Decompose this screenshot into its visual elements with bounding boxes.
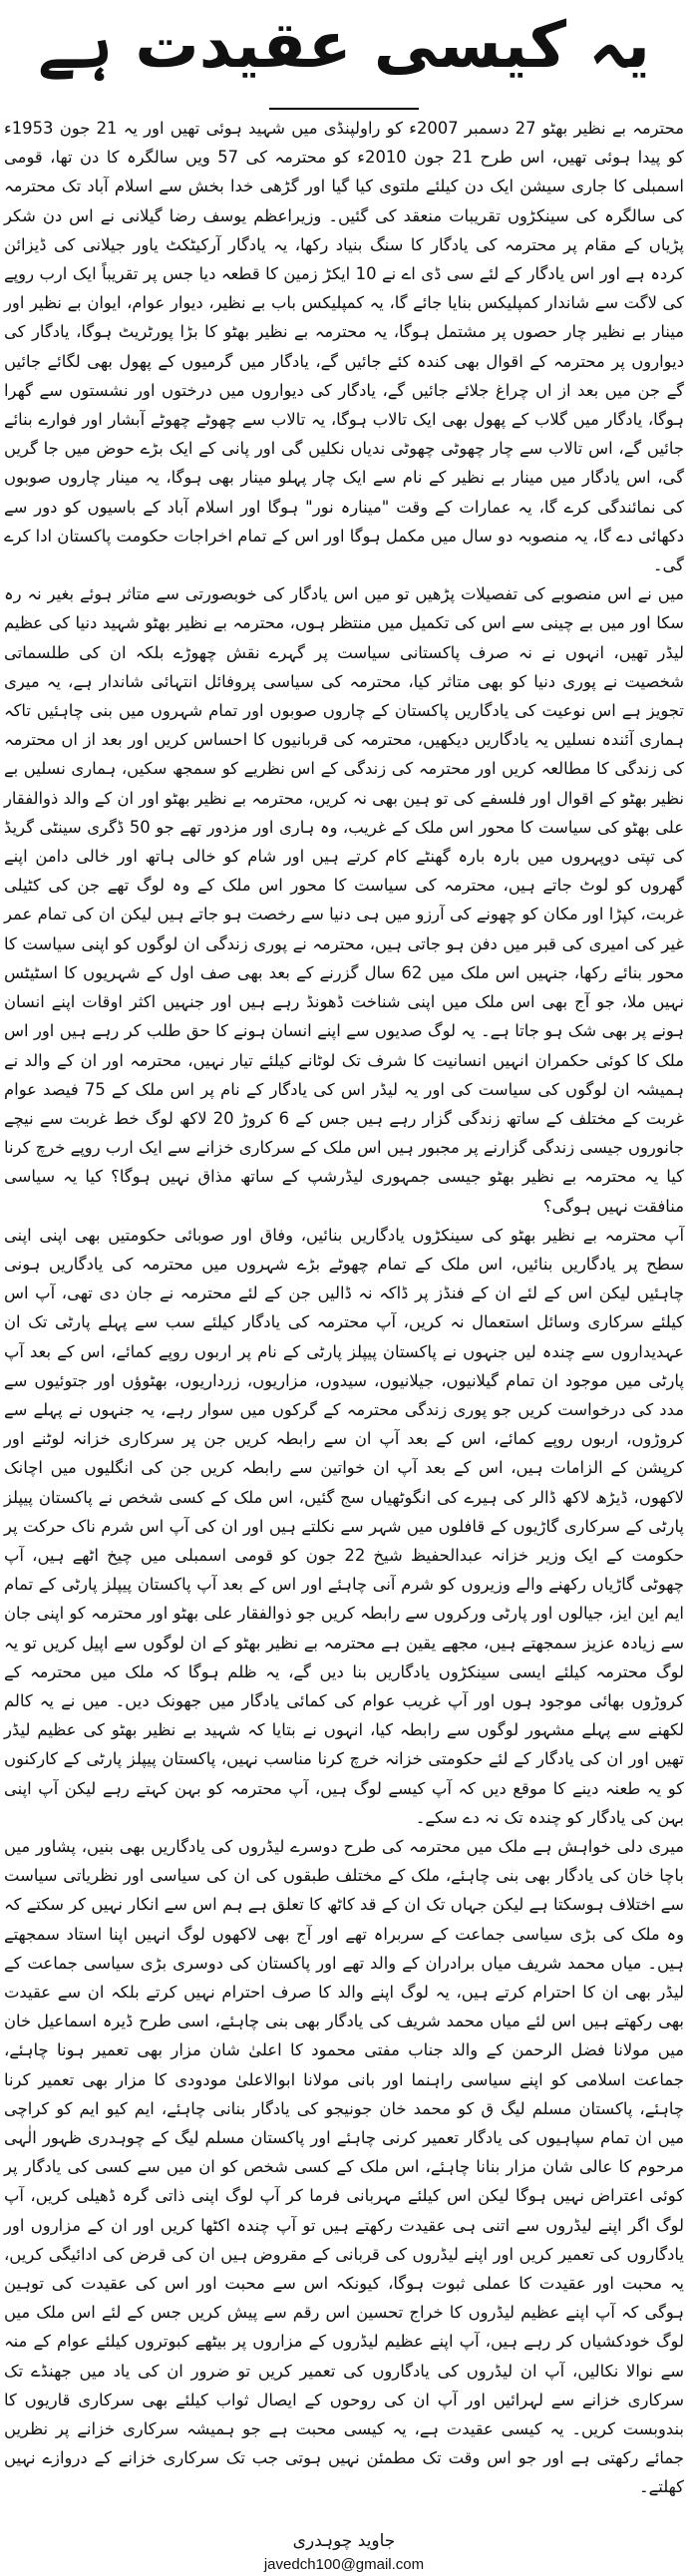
paragraph: آپ محترمہ بے نظیر بھٹو کی سینکڑوں یادگاریں بنائیں، وفاق اور صوبائی حکومتیں بھی اپنی اپنی سطح پر یادگاریں بنائیں، اس ملک کے تمام چھوٹے بڑے شہروں میں محترمہ کی یادگاریں ہونی چاہئیں لیکن اس کے لئے ان کے فنڈز پر ڈاکہ نہ ڈالیں جن کے لئے محترمہ نے جان دی تھی، آپ اس کیلئے سرکاری وسائل استعمال نہ کریں، آپ محترمہ کی یادگار کیلئے سب سے پہلے پارٹی تک ان عہدیداروں سے چندہ لیں جنہوں نے پاکستان پیپلز پارٹی کے نام پر اربوں روپے کمائے، اس کے بعد آپ پارٹی میں موجود ان تمام گیلانیوں، جیلانیوں، سیدوں، مزاریوں، زرداریوں، بھٹوؤں اور جتوئیوں سے مدد کی درخواست کریں جو پوری زندگی محترمہ کے گرکوں میں سوار رہے، یہ جنہوں نے پہلے سے کروڑوں، اربوں روپے کمائے، اس کے بعد آپ ان سے رابطہ کریں جن پر سرکاری خزانہ لوٹنے اور کرپشن کے الزامات ہیں، اس کے بعد آپ ان خواتین سے رابطہ کریں جن کی انگلیوں میں اچانک لاکھوں، ڈیڑھ لاکھ ڈالر کی ہیرے کی انگوٹھیاں سج گئیں، اس ملک کے کسی شخص نے پاکستان پیپلز پارٹی کے سرکاری گاڑیوں کے قافلوں میں شہر سے نکلتے ہیں اور ان کی آپ اس شرم ناک حرکت پر حکومت کے ایک وزیر خزانہ عبدالحفیظ شیخ 22 جون کو قومی اسمبلی میں چیخ اٹھے ہیں، آپ چھوٹی گاڑیاں رکھنے والے وزیروں کو شرم آنی چاہئے اور اس کے بعد آپ پاکستان پیپلز پارٹی کے تمام ایم این ایز، جیالوں اور پارٹی ورکروں سے رابطہ کریں جو ذوالفقار علی بھٹو اور محترمہ کو اپنی جان سے زیادہ عزیز سمجھتے ہیں، مجھے یقین ہے محترمہ بے نظیر بھٹو کے ان لوگوں سے اپیل کریں تو یہ لوگ محترمہ کیلئے ایسی سینکڑوں یادگاریں بنا دیں گے، یہ ظلم ہوگا کہ ملک میں محترمہ کے کروڑوں بھائی موجود ہوں اور آپ غریب عوام کی کمائی یادگار میں جھونک دیں۔ میں نے یہ کالم لکھنے سے پہلے مشہور لوگوں سے رابطہ کیا، انہوں نے بتایا کہ شہید بے نظیر بھٹو کی عظیم لیڈر تھیں اور ان کی یادگار کے لئے حکومتی خزانہ خرچ کرنا مناسب نہیں، پاکستان پیپلز پارٹی کے کارکنوں کو یہ طعنہ دینے کا موقع دیں کہ آپ کیسے لوگ ہیں، آپ محترمہ کو بہن کہتے رہے لیکن آپ اپنی بہن کی یادگار کو چندہ تک نہ دے سکے۔: [4, 1225, 684, 1827]
paragraph: محترمہ بے نظیر بھٹو 27 دسمبر 2007ء کو راولپنڈی میں شہید ہوئی تھیں اور یہ 21 جون 1953ء کو پیدا ہوئی تھیں، اس طرح 21 جون 2010ء کو محترمہ کی 57 ویں سالگرہ کا دن تھا، قومی اسمبلی کا جاری سیشن ایک دن کیلئے ملتوی کیا گیا اور گڑھی خدا بخش سے اسلام آباد تک محترمہ کی سالگرہ کی سینکڑوں تقریبات منعقد کی گئیں۔ وزیراعظم یوسف رضا گیلانی نے اس دن شکر پڑیاں کے مقام پر محترمہ کی یادگار کا سنگ بنیاد رکھا، یہ یادگار آرکیٹکٹ یاور جیلانی کی ڈیزائن کردہ ہے اور اس یادگار کے لئے سی ڈی اے نے 10 ایکڑ زمین کا قطعہ دیا جس پر تقریباً ایک ارب روپے کی لاگت سے شاندار کمپلیکس بنایا جائے گا، یہ کمپلیکس باب بے نظیر، دیوار عوام، ایوان بے نظیر اور مینار بے نظیر چار حصوں پر مشتمل ہوگا، یہ محترمہ بے نظیر بھٹو کا بڑا پورٹریٹ ہوگا، یادگار کی دیواروں پر محترمہ کے اقوال بھی کندہ کئے جائیں گے، یادگار میں گرمیوں کے پھول بھی لگائے جائیں گے جن میں بعد از اں چراغ جلائے جائیں گے، یادگار کی دیواروں میں درختوں اور نشستوں سے گھرا ہوگا، یادگار میں گلاب کے پھول بھی ایک تالاب ہوگا، یہ تالاب سے چھوٹے چھوٹے آبشار اور فوارے بنائے جائیں گے، اس تالاب سے چار چھوٹی چھوٹی ندیاں نکلیں گی اور پانی کے ایک بڑے حوض میں جا گریں گی، اس یادگار میں مینار بے نظیر کے نام سے ایک چار پہلو مینار بھی ہوگا، یہ مینار چاروں صوبوں کی نمائندگی کرے گا، یہ عمارات کے وقت "مینارہ نور" ہوگا اور اسلام آباد کے باسیوں کو دور سے دکھائی دے گا، یہ منصوبہ دو سال میں مکمل ہوگا اور اس کے تمام اخراجات حکومت پاکستان ادا کرے گی۔: [4, 119, 684, 575]
paragraph: میں نے اس منصوبے کی تفصیلات پڑھیں تو میں اس یادگار کی خوبصورتی سے متاثر ہوئے بغیر نہ رہ سکا اور میں بے چینی سے اس کی تکمیل میں منتظر ہوں، محترمہ بے نظیر بھٹو شہید دنیا کی عظیم لیڈر تھیں، انہوں نے نہ صرف پاکستانی سیاست پر گہرے نقش چھوڑے بلکہ ان کی طلسماتی شخصیت نے پوری دنیا کو بھی متاثر کیا، محترمہ کی سیاسی پروفائل انتہائی شاندار ہے، یہ میری تجویز ہے اس نوعیت کی یادگاریں پاکستان کے چاروں صوبوں اور تمام شہروں میں بنی چاہئیں تاکہ ہماری آئندہ نسلیں یہ یادگاریں دیکھیں، محترمہ کی قربانیوں کا احساس کریں اور بعد از اں محترمہ کی زندگی کا مطالعہ کریں اور محترمہ کی زندگی کے اس نظریے کو سمجھ سکیں، ہماری نسلیں بے نظیر بھٹو کے اقوال اور فلسفے کی تو ہین بھی نہ کریں، محترمہ بے نظیر بھٹو اور ان کے والد ذوالفقار علی بھٹو کی سیاست کا محور اس ملک کے غریب، وہ ہاری اور مزدور تھے جو 50 ڈگری سینٹی گریڈ کی تپتی دوپہروں میں بارہ بارہ گھنٹے کام کرتے ہیں اور شام کو خالی ہاتھ اور خالی دامن اپنے گھروں کو لوٹ جاتے ہیں، محترمہ کی سیاست کا محور اس ملک کے وہ لوگ تھے جن کی کٹیلی غربت، کپڑا اور مکان کو چھونے کی آرزو میں ہی دنیا سے رخصت ہو جاتے ہیں لیکن ان کی تمام عمر غیر کی امیری کی قبر میں دفن ہو جاتی ہیں، محترمہ نے پوری زندگی ان لوگوں کو اپنی سیاست کا محور بنائے رکھا، جنہیں اس ملک میں 62 سال گزرنے کے بعد بھی صف اول کے شہریوں کا اسٹیٹس نہیں ملا، جو آج بھی اس ملک میں اپنی شناخت ڈھونڈ رہے ہیں اور جنہیں اکثر اوقات اپنے انسان ہونے پر بھی شک ہو جاتا ہے۔ یہ لوگ صدیوں سے اپنے انسان ہونے کا حق طلب کر رہے ہیں اور اس ملک کا کوئی حکمران انہیں انسانیت کا شرف تک لوٹانے کیلئے تیار نہیں، محترمہ اور ان کے والد نے ہمیشہ ان لوگوں کی سیاست کی اور یہ لیڈر اس کی یادگار کے نام پر اس ملک کے 75 فیصد عوام غربت کے مختلف کے ساتھ زندگی گزار رہے ہیں جس کے 6 کروڑ 20 لاکھ لوگ خط غربت سے نیچے جانوروں جیسی زندگی گزارنے پر مجبور ہیں اس ملک کے سرکاری خزانے سے ایک ارب روپے خرچ کرنا کیا یہ محترمہ بے نظیر بھٹو جیسی جمہوری لیڈرشپ کے ساتھ مذاق نہیں ہوگا؟ کیا یہ سیاسی منافقت نہیں ہوگی؟: [4, 584, 684, 1216]
author-name: جاوید چوہدری: [292, 2530, 396, 2551]
author-email[interactable]: javedch100@gmail.com: [263, 2555, 425, 2573]
paragraph: میری دلی خواہش ہے ملک میں محترمہ کی طرح دوسرے لیڈروں کی یادگاریں بھی بنیں، پشاور میں باچا خان کی یادگار بھی بنی چاہئے، ملک کے مختلف طبقوں کی ان کی سیاسی اور نظریاتی سیاست سے اختلاف ہوسکتا ہے لیکن جہاں تک ان کے قد کاٹھ کا تعلق ہے ہم اس سے انکار نہیں کر سکتے کہ وہ ملک کی بڑی سیاسی جماعت کے سربراہ تھے اور آج بھی لاکھوں لوگ انہیں اپنا استاد سمجھتے ہیں۔ میاں محمد شریف میاں برادران کے والد تھے اور پاکستان کی دوسری بڑی سیاسی جماعت کے لیڈر بھی ان کا احترام کرتے ہیں، یہ لوگ اپنے والد کا صرف احترام نہیں کرتے بلکہ ان سے عقیدت بھی رکھتے ہیں اس لئے میاں محمد شریف کی یادگار بھی بنی چاہئے، اسی طرح ڈیرہ اسماعیل خان میں مولانا فضل الرحمن کے والد جناب مفتی محمود کا اعلیٰ شان مزار بھی تعمیر ہونا چاہئے، جماعت اسلامی کو اپنے سیاسی راہنما اور بانی مولانا ابوالاعلیٰ مودودی کا مزار بھی تعمیر کرنا چاہئے، پاکستان مسلم لیگ ق کو محمد خان جونیجو کی یادگار بنانی چاہئے، ایم کیو ایم کو کراچی میں ان تمام سپاہیوں کی یادگار تعمیر کرنی چاہئے اور پاکستان مسلم لیگ کے چوہدری ظہور الٰہی مرحوم کا عالی شان مزار بنانا چاہئے، اس ملک کے کسی شخص کو ان میں سے کسی کی یادگار پر کوئی اعتراض نہیں ہوگا لیکن اس کیلئے مہربانی فرما کر آپ لوگ اپنی ذاتی گرہ ڈھیلی کریں، آپ لوگ اگر اپنے لیڈروں سے اتنی ہی عقیدت رکھتے ہیں تو آپ چندہ اکٹھا کریں اور ان کے مزاروں اور یادگاروں کی تعمیر کریں اور اپنے لیڈروں کی قربانی کے مقروض ہیں ان کی قرض کی ادائیگی کریں، یہ محبت اور عقیدت کا عملی ثبوت ہوگا، کیونکہ اس سے محبت اور اس کی عقیدت کی توہین ہوگی کہ آپ اپنے عظیم لیڈروں کا خراج تحسین اس رقم سے پیش کریں جس کے لئے اس ملک میں لوگ خودکشیاں کر رہے ہیں، آپ اپنے عظیم لیڈروں کے مزاروں پر بیٹھے کبوتروں کیلئے عوام کے منہ سے نوالا نکالیں، آپ ان لیڈروں کی یادگاروں کی تعمیر کریں تو ضرور ان کی یاد میں جھنڈے تک سرکاری خزانے سے لہرائیں اور آپ ان کی روحوں کے ایصال ثواب کیلئے بھی سرکاری قاریوں کا بندوبست کریں۔ یہ کیسی عقیدت ہے، یہ کیسی محبت ہے جو ہمیشہ سرکاری خزانے پر نظریں جمائے رکھتی ہے اور جو اس وقت تک مطمئن نہیں ہوتی جب تک سرکاری خزانے کے دروازے نہیں کھلتے۔: [4, 1836, 684, 2497]
title-divider: [269, 108, 419, 110]
article-title: یہ کیسی عقیدت ہے: [38, 9, 650, 83]
signature: [0, 2528, 688, 2576]
article-body: [0, 114, 688, 2502]
